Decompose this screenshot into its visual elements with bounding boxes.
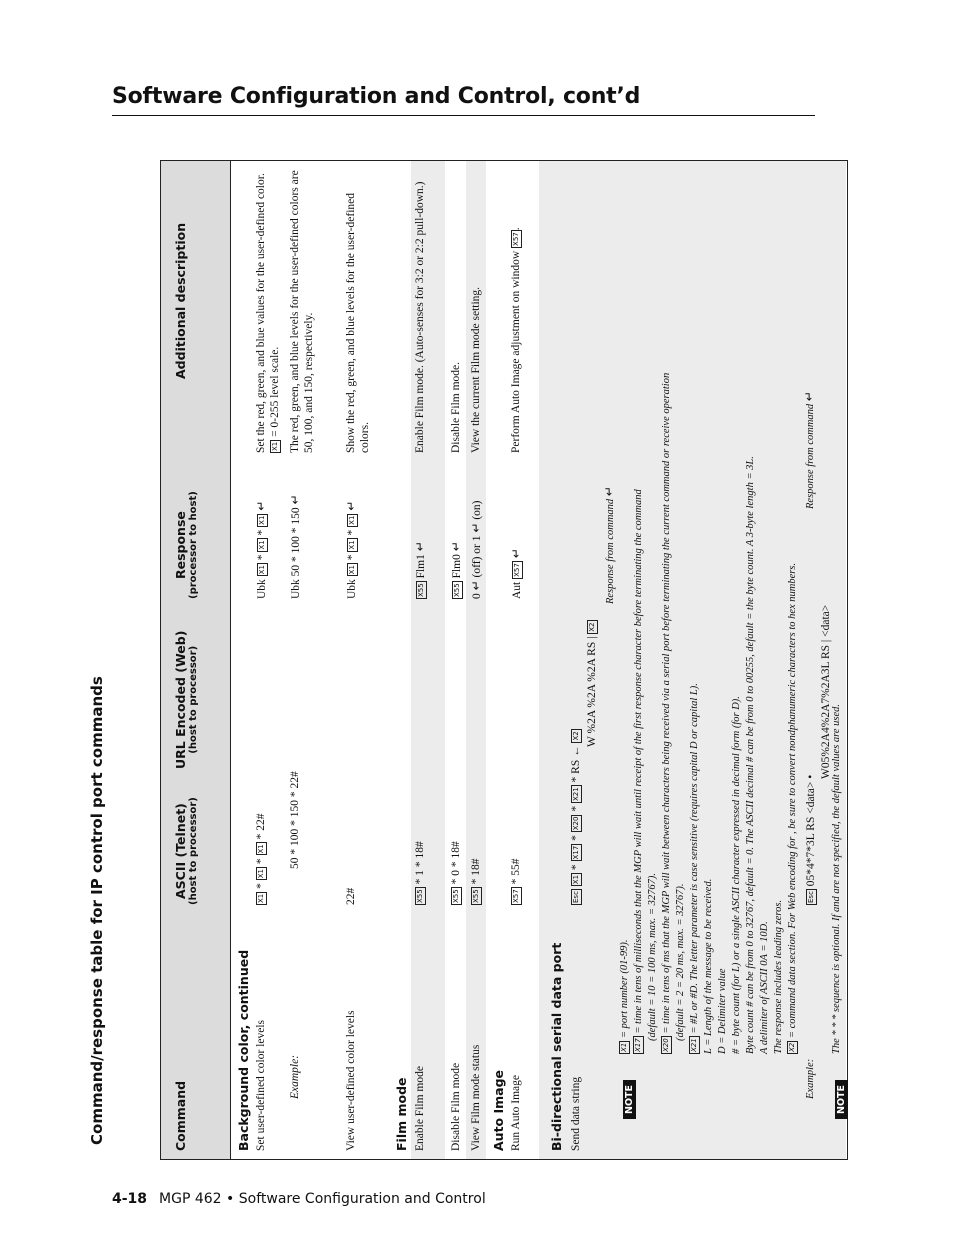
- resp-from-command: Response from command ↵: [602, 486, 616, 604]
- desc-example: The red, green, and blue levels for the user-defined colors are 50, 100, and 150, respectively.: [289, 170, 315, 453]
- return-icon: ↵: [254, 500, 268, 511]
- desc-auto-image: Perform Auto Image adjustment on window X57.: [510, 227, 522, 453]
- section-background-color: Background color, continued: [236, 949, 251, 1151]
- return-icon: ↵: [288, 494, 302, 505]
- example-label: Example:: [289, 1054, 301, 1099]
- footer-text: MGP 462 • Software Configuration and Control: [159, 1191, 486, 1207]
- resp-view-levels: Ubk X1 * X1 * X1 ↵: [344, 500, 358, 599]
- return-icon: ↵: [449, 541, 463, 552]
- table-row: [411, 161, 445, 1159]
- desc-enable-film: Enable Film mode. (Auto-senses for 3:2 or 2:2 pull-down.): [414, 181, 426, 453]
- ascii-serial-example: Esc 05*4*7*3L RS <data> •: [805, 774, 817, 903]
- cmd-auto-image: Run Auto Image: [510, 1074, 522, 1151]
- ascii-send-data: Esc X1 * X17 * X20 * X21 * RS ← X2: [570, 731, 582, 903]
- serial-example-label: Example:: [805, 1058, 816, 1099]
- note-badge: NOTE: [619, 1080, 637, 1119]
- resp-example: Ubk 50 * 100 * 150 ↵: [288, 494, 302, 599]
- return-icon: ↵: [413, 541, 427, 552]
- return-icon: ↵: [344, 500, 358, 511]
- table-header: [161, 161, 231, 1159]
- resp-from-command-2: Response from command ↵: [802, 391, 816, 509]
- command-table: Command ASCII (Telnet) (host to processor) URL Encoded (Web) (host to processor) Response (processor to host) Additional description Background color, continued Set user-defined color levels X1 * X1 * X1 * 22# Ubk X1 * X1 * X1 ↵ Set the red, green, and blue values for the user-defined color. X1 = 0-255 level scale. Example: 50 * 100 * 150 * 22# Ubk 50 * 100 * 150 ↵ The red, green, and blue levels for the user-defined colors are 50, 100, and 150, respectively. View user-defined color levels 22# Ubk X1 * X1 * X1 ↵ Show the red, green, and blue levels for the user-defined colors. Film mode Enable Film mode X55 * 1 * 18# X55 Flm1 ↵ Enable Film mode. (Auto-senses for 3:2 or 2:2 pull-down.) Disable Film mode X55 * 0 * 18# X55 Flm0 ↵ Disable Film mode. View Film mode status X55 * 18# 0 ↵ (off) or 1 ↵ (on) View the current Film mode setting. Auto Image Run Auto Image X57 * 55# Aut X57 ↵ Perform Auto Image adjustment on window X57. Bi-directional serial data port Send data string Esc X1 * X17 * X20 * X21 * RS ← X2 W %2A %2A %2A RS | X2 Response from command ↵ NOTE X1 = port number (01-99). X17 = time in tens of milliseconds that the MGP will wait until receipt of the first response character before terminating the command (default = 10 = 100 ms, max. = 32767). X20 = time in tens of ms that the MGP will wait between characters being received via a serial port before terminating the current command or receive operation (default = 2 = 20 ms, max. = 32767). X21 = #L or #D. The letter parameter is case sensitive (requires capital D or capital L). L = Length of the message to be received. D = Delimiter value # = byte count (for L) or a single ASCII character expressed in decimal form (for D). Byte count # can be from 0 to 32767, default = 0. The ASCII decimal # can be from 0 to 00255, default = the byte count. A 3-byte length = 3L. A delimiter of ASCII 0A = 10D. The response includes leading zeros. X2 = command data section. For Web encoding for , be sure to convert nondphanumeric characters to hex numbers. Example: Esc 05*4*7*3L RS <data> • W05%2A4%2A7%2A3L RS | <data> Response from command ↵ NOTE The * * * sequence is optional. If and are not specified, the default values are used.: [160, 160, 848, 1160]
- section-film-mode: Film mode: [394, 1077, 409, 1151]
- note-optional-sequence: The * * * sequence is optional. If and are not specified, the default values are used.: [831, 703, 842, 1054]
- desc-view-levels: Show the red, green, and blue levels for the user-defined colors.: [345, 192, 371, 453]
- cmd-view-levels: View user-defined color levels: [345, 1010, 357, 1151]
- header-command: Command: [173, 1080, 188, 1151]
- ascii-disable-film: X55 * 0 * 18#: [450, 841, 462, 903]
- resp-disable-film: X55 Flm0 ↵: [449, 541, 463, 597]
- header-description: Additional description: [173, 222, 188, 379]
- ascii-example: 50 * 100 * 150 * 22#: [289, 771, 301, 869]
- ascii-view-levels: 22#: [345, 887, 357, 905]
- desc-disable-film: Disable Film mode.: [450, 361, 462, 453]
- cmd-view-film: View Film mode status: [470, 1044, 482, 1151]
- header-response: Response (processor to host): [173, 491, 199, 599]
- url-send-data: W %2A %2A %2A RS | X2: [586, 622, 598, 747]
- desc-set-levels: Set the red, green, and blue values for the user-defined color. X1 = 0-255 level scale.: [255, 173, 281, 453]
- ascii-set-levels: X1 * X1 * X1 * 22#: [255, 813, 267, 903]
- header-ascii: ASCII (Telnet) (host to processor): [173, 797, 199, 905]
- rotated-table-region: [88, 160, 850, 1160]
- resp-enable-film: X55 Flm1 ↵: [413, 541, 427, 597]
- cmd-send-data: Send data string: [570, 1076, 582, 1151]
- table-row: [447, 161, 465, 1159]
- header-url: URL Encoded (Web) (host to processor): [173, 630, 199, 769]
- ascii-enable-film: X55 * 1 * 18#: [414, 841, 426, 903]
- note-badge-2: NOTE: [831, 1080, 849, 1119]
- cmd-disable-film: Disable Film mode: [450, 1062, 462, 1151]
- table-row: [466, 161, 486, 1159]
- ascii-auto-image: X57 * 55#: [510, 858, 522, 903]
- section-auto-image: Auto Image: [491, 1069, 506, 1151]
- table-caption: Command/response table for IP control port commands: [88, 676, 106, 1145]
- cmd-enable-film: Enable Film mode: [414, 1066, 426, 1151]
- title-rule: [112, 115, 815, 116]
- page-footer: [112, 1191, 486, 1207]
- ascii-view-film: X55 * 18#: [470, 858, 482, 903]
- page-number: 4-18: [112, 1191, 148, 1207]
- section-serial-port: Bi-directional serial data port: [549, 942, 564, 1151]
- resp-set-levels: Ubk X1 * X1 * X1 ↵: [254, 500, 268, 599]
- return-icon: ↵: [509, 548, 523, 559]
- cmd-set-levels: Set user-defined color levels: [255, 1019, 267, 1151]
- url-serial-example: W05%2A4%2A7%2A3L RS | <data>: [820, 604, 832, 779]
- resp-auto-image: Aut X57 ↵: [509, 548, 523, 599]
- resp-view-film: 0 ↵ (off) or 1 ↵ (on): [469, 500, 483, 599]
- page-title: Software Configuration and Control, cont’d: [112, 84, 641, 109]
- desc-view-film: View the current Film mode setting.: [470, 286, 482, 453]
